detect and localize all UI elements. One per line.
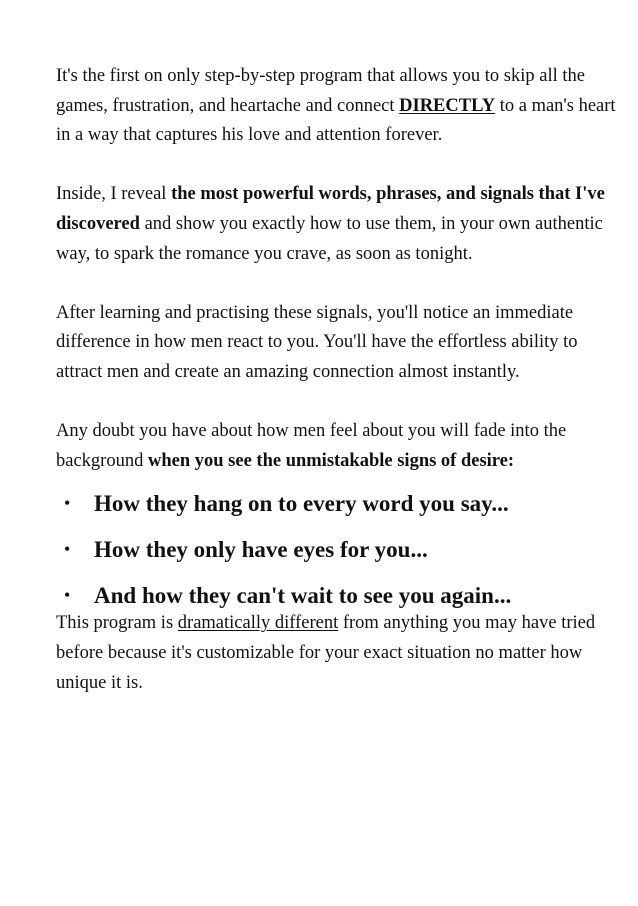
directly-emphasis: DIRECTLY <box>399 95 496 116</box>
paragraph-program-ending: from anything you may have tried before because it's customizable for your exact situation no matter how unique it is. <box>56 613 596 693</box>
bullet-dot-icon: • <box>64 539 71 560</box>
list-item <box>56 490 616 517</box>
paragraph-reveal-text: Inside, I reveal <box>56 184 172 205</box>
paragraph-signals: After learning and practising these signals, you'll notice an immediate difference in how men react to you. You'll have the effortless ability to attract men and create an amazing connection almost instantly. <box>56 302 578 382</box>
paragraph-doubt <box>56 417 616 476</box>
bullet-dot-icon: • <box>64 493 71 514</box>
paragraph-intro-ending: to a man's heart in a way that captures his love and attention forever. <box>56 95 616 146</box>
list-item-text: And how they can't wait to see you again... <box>94 583 512 609</box>
list-item <box>56 536 616 563</box>
document-page <box>56 62 616 698</box>
list-item <box>56 582 616 609</box>
powerful-words-emphasis: the most powerful words, phrases, and signals that I've discovered <box>56 184 605 234</box>
list-item-text: How they hang on to every word you say... <box>94 491 509 517</box>
dramatically-different-emphasis: dramatically different <box>177 613 339 634</box>
paragraph-intro-text: It's the first on only step-by-step program that allows you to skip all the games, frustration, and heartache and connect <box>56 66 585 116</box>
paragraph-program <box>56 609 616 698</box>
list-item-text: How they only have eyes for you... <box>94 537 428 563</box>
paragraph-reveal-ending: and show you exactly how to use them, in your own authentic way, to spark the romance you crave, as soon as tonight. <box>56 213 603 264</box>
paragraph-program-text: This program is <box>56 613 178 634</box>
signs-of-desire-emphasis: when you see the unmistakable signs of desire: <box>147 450 515 471</box>
paragraph-doubt-text: Any doubt you have about how men feel about you will fade into the background <box>56 421 567 471</box>
paragraph-intro <box>56 62 616 151</box>
bullet-dot-icon: • <box>64 585 71 606</box>
desire-signs-list <box>56 490 616 609</box>
paragraph-reveal <box>56 180 616 269</box>
